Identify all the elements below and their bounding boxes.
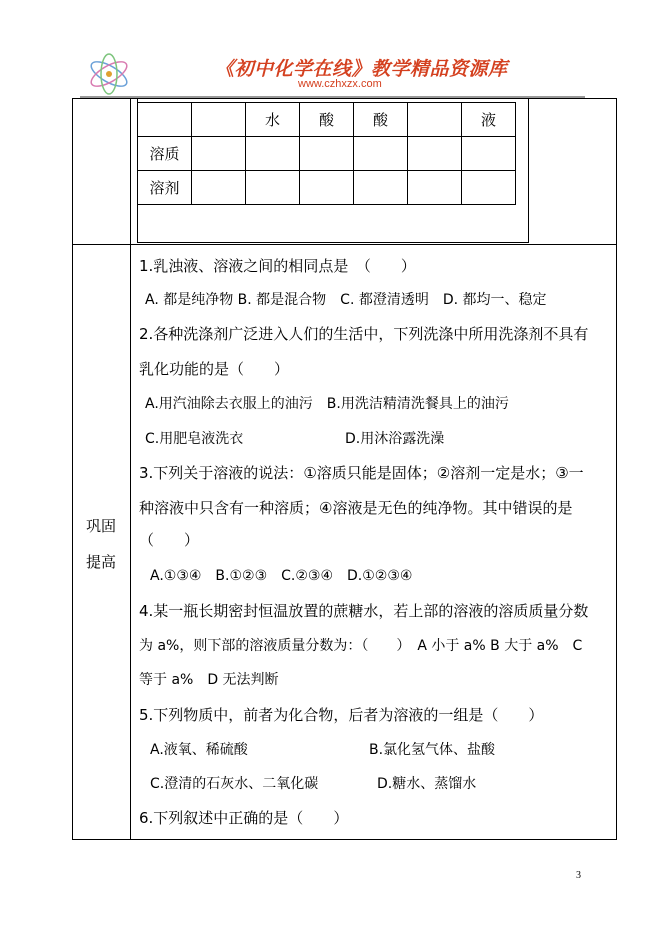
- table-cell: 水: [246, 103, 300, 137]
- table-cell: [192, 171, 246, 205]
- question-1-options: A. 都是纯净物 B. 都是混合物 C. 都澄清透明 D. 都均一、稳定: [145, 292, 547, 308]
- solution-table: [137, 102, 516, 205]
- question-6: 6.下列叙述中正确的是（ ）: [139, 809, 349, 827]
- table-cell: [408, 137, 462, 171]
- question-3-options: A.①③④ B.①②③ C.②③④ D.①②③④: [150, 568, 413, 584]
- column-divider: [130, 98, 131, 840]
- question-2-options-ab: A.用汽油除去衣服上的油污 B.用洗洁精清洗餐具上的油污: [145, 396, 509, 412]
- table-cell: [192, 137, 246, 171]
- question-5-option-c: C.澄清的石灰水、二氧化碳: [150, 776, 319, 792]
- row-label: 溶质: [138, 137, 192, 171]
- section-label-line1: 巩固: [85, 517, 116, 535]
- table-cell: [138, 103, 192, 137]
- table-cell: [462, 171, 516, 205]
- brand-url: www.czhxzx.com: [298, 78, 382, 90]
- page-number: 3: [576, 870, 581, 881]
- question-4-line3: 等于 a% D 无法判断: [139, 672, 279, 688]
- table-cell: [354, 171, 408, 205]
- row-divider: [72, 244, 617, 245]
- question-2-line2: 乳化功能的是（ ）: [139, 360, 290, 378]
- question-2-option-d: D.用沐浴露洗澡: [345, 431, 445, 447]
- question-2-line1: 2.各种洗涤剂广泛进入人们的生活中，下列洗涤中所用洗涤剂不具有: [139, 325, 589, 343]
- table-cell: [192, 103, 246, 137]
- question-3-line1: 3.下列关于溶液的说法：①溶质只能是固体；②溶剂一定是水；③一: [139, 464, 584, 482]
- table-row: [138, 171, 516, 205]
- question-3-line3: （ ）: [139, 531, 200, 549]
- question-5-option-b: B.氯化氢气体、盐酸: [369, 742, 496, 758]
- question-3-line2: 种溶液中只含有一种溶质；④溶液是无色的纯净物。其中错误的是: [139, 499, 573, 517]
- question-2-option-c: C.用肥皂液洗衣: [145, 431, 244, 447]
- table-cell: [300, 137, 354, 171]
- table-cell: [300, 171, 354, 205]
- brand-title: 《初中化学在线》教学精品资源库: [215, 58, 508, 80]
- question-4-line2: 为 a%，则下部的溶液质量分数为：（ ） A 小于 a% B 大于 a% C: [139, 638, 583, 654]
- row-label: 溶剂: [138, 171, 192, 205]
- table-cell: [408, 171, 462, 205]
- header: [80, 50, 585, 100]
- table-cell: 酸: [300, 103, 354, 137]
- question-5-option-d: D.糖水、蒸馏水: [377, 776, 477, 792]
- molecule-logo-icon: [80, 50, 138, 98]
- table-cell: 液: [462, 103, 516, 137]
- question-1: 1.乳浊液、溶液之间的相同点是 （ ）: [139, 257, 416, 275]
- table-cell: 酸: [354, 103, 408, 137]
- table-header-row: [138, 103, 516, 137]
- question-5: 5.下列物质中，前者为化合物，后者为溶液的一组是（ ）: [139, 706, 544, 724]
- table-cell: [246, 171, 300, 205]
- table-row: [138, 137, 516, 171]
- question-5-option-a: A.液氧、稀硫酸: [150, 742, 248, 758]
- table-cell: [462, 137, 516, 171]
- section-label-line2: 提高: [85, 553, 116, 571]
- table-cell: [408, 103, 462, 137]
- question-4-line1: 4.某一瓶长期密封恒温放置的蔗糖水，若上部的溶液的溶质质量分数: [139, 602, 589, 620]
- table-cell: [246, 137, 300, 171]
- table-cell: [354, 137, 408, 171]
